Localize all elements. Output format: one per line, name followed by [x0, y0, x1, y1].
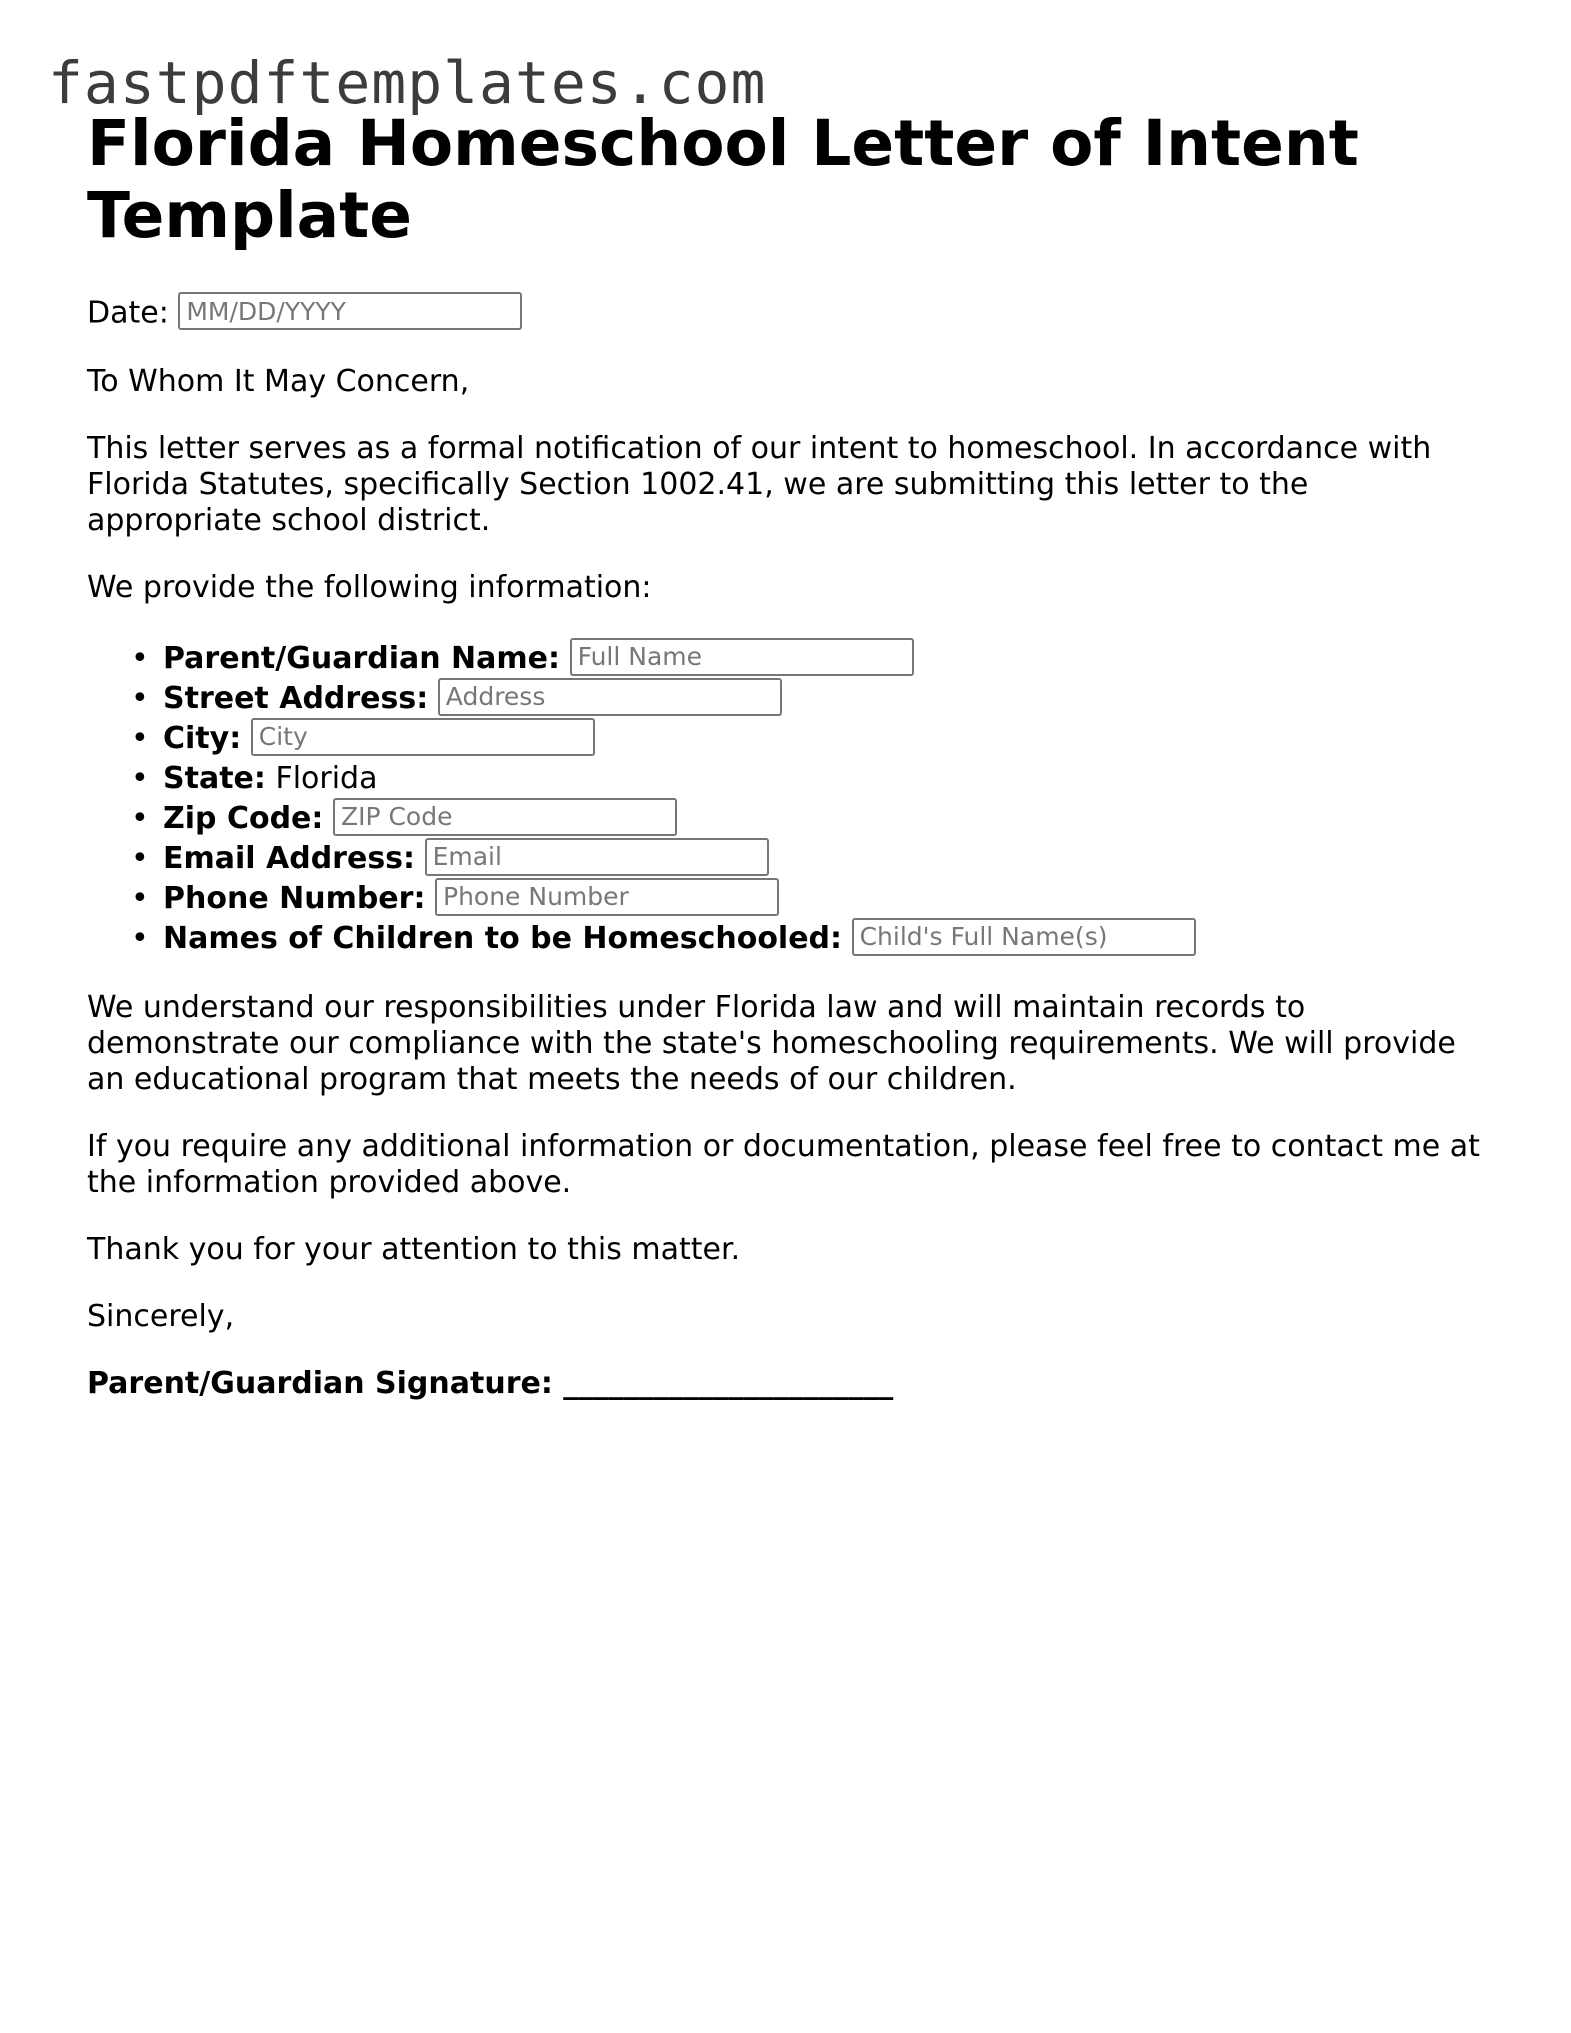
street-address-input[interactable]: [438, 678, 782, 716]
list-item-state: [131, 759, 1487, 799]
responsibility-paragraph: We understand our responsibilities under Florida law and will maintain records to demonstrate our compliance with the state's homeschooling requirements. We will provide an educational program that meets the needs of our children.: [87, 990, 1456, 1097]
bullet-icon: •: [131, 681, 149, 716]
intro-paragraph: This letter serves as a formal notification of our intent to homeschool. In accordance with Florida Statutes, specifically Section 1002.41, we are submitting this letter to the appropriate school district.: [87, 431, 1432, 538]
bullet-icon: •: [131, 721, 149, 756]
list-item-street-address: [131, 679, 1487, 719]
parent-name-input[interactable]: [570, 638, 914, 676]
phone-label: Phone Number:: [163, 881, 426, 916]
email-input[interactable]: [425, 838, 769, 876]
email-label: Email Address:: [163, 841, 416, 876]
date-row: [87, 295, 1487, 333]
children-label: Names of Children to be Homeschooled:: [163, 921, 843, 956]
zip-input[interactable]: [333, 798, 677, 836]
closing-line: Sincerely,: [87, 1299, 235, 1334]
list-item-children: [131, 919, 1487, 959]
page-title: Florida Homeschool Letter of Intent Template: [87, 107, 1359, 252]
list-item-city: [131, 719, 1487, 759]
city-input[interactable]: [251, 718, 595, 756]
bullet-icon: •: [131, 881, 149, 916]
bullet-icon: •: [131, 921, 149, 956]
list-item-zip: [131, 799, 1487, 839]
bullet-icon: •: [131, 801, 149, 836]
date-input[interactable]: [178, 292, 522, 330]
provide-line: We provide the following information:: [87, 570, 652, 605]
zip-label: Zip Code:: [163, 801, 324, 836]
list-item-parent-name: [131, 639, 1487, 679]
street-address-label: Street Address:: [163, 681, 429, 716]
bullet-icon: •: [131, 641, 149, 676]
state-label: State:: [163, 761, 266, 796]
date-label: Date:: [87, 295, 169, 331]
greeting: To Whom It May Concern,: [87, 364, 470, 399]
signature-line: Parent/Guardian Signature: ______________________: [87, 1366, 894, 1401]
bullet-icon: •: [131, 841, 149, 876]
parent-name-label: Parent/Guardian Name:: [163, 641, 561, 676]
list-item-email: [131, 839, 1487, 879]
state-value: Florida: [275, 761, 378, 796]
thanks-line: Thank you for your attention to this matter.: [87, 1232, 741, 1267]
info-list: [87, 639, 1487, 959]
phone-input[interactable]: [435, 878, 779, 916]
list-item-phone: [131, 879, 1487, 919]
site-watermark: fastpdftemplates.com: [48, 49, 767, 117]
contact-paragraph: If you require any additional information or documentation, please feel free to contact me at the information provided above.: [87, 1129, 1480, 1200]
letter-body: [87, 108, 1487, 1402]
children-input[interactable]: [852, 918, 1196, 956]
city-label: City:: [163, 721, 242, 756]
bullet-icon: •: [131, 761, 149, 796]
